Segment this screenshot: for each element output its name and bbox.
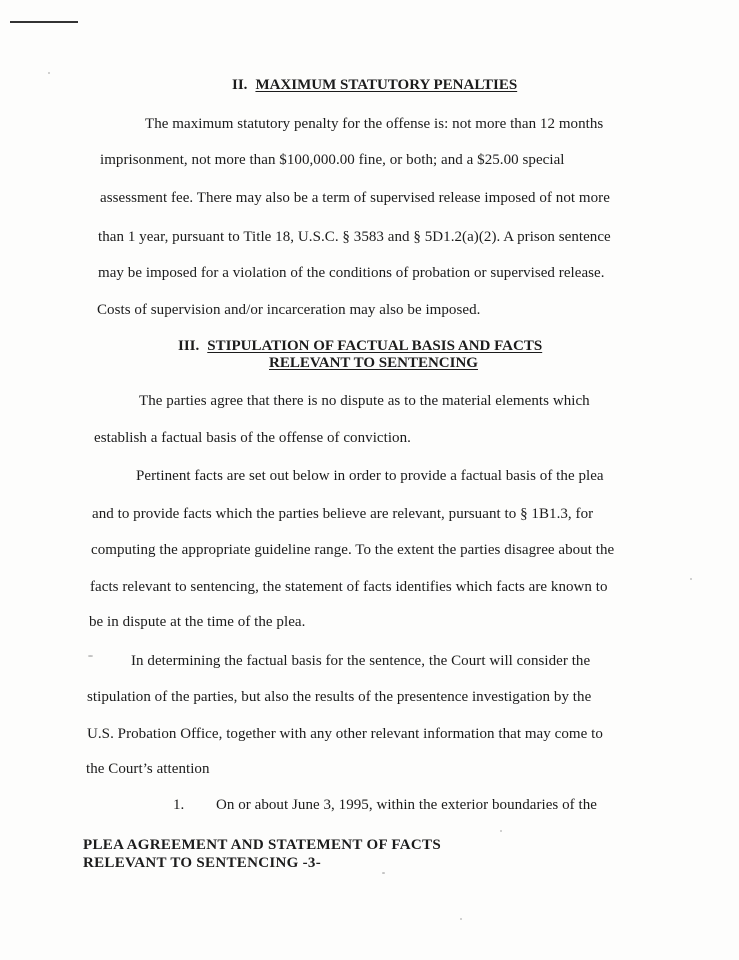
scan-speck: [88, 655, 93, 657]
scan-speck: [460, 918, 462, 920]
paragraph-line: computing the appropriate guideline range. To the extent the parties disagree about the: [91, 542, 615, 558]
item-text: On or about June 3, 1995, within the exterior boundaries of the: [216, 797, 597, 813]
section-ii-line: The maximum statutory penalty for the offense is: not more than 12 months: [145, 116, 604, 132]
paragraph-line: stipulation of the parties, but also the results of the presentence investigation by the: [87, 689, 592, 705]
section-iii-heading: [178, 338, 542, 355]
scan-speck: [48, 72, 50, 74]
corner-rule: [10, 21, 78, 23]
scan-speck: [382, 872, 385, 874]
section-ii-line: assessment fee. There may also be a term of supervised release imposed of not more: [100, 190, 610, 206]
section-ii-line: than 1 year, pursuant to Title 18, U.S.C. § 3583 and § 5D1.2(a)(2). A prison sentence: [98, 229, 611, 245]
section-iii-title-line2: RELEVANT TO SENTENCING: [269, 355, 478, 371]
scan-speck: [500, 830, 502, 832]
paragraph-line: Pertinent facts are set out below in order to provide a factual basis of the plea: [136, 468, 604, 484]
paragraph-line: and to provide facts which the parties believe are relevant, pursuant to § 1B1.3, for: [92, 506, 594, 522]
section-ii-title: MAXIMUM STATUTORY PENALTIES: [255, 77, 518, 93]
paragraph-line: U.S. Probation Office, together with any other relevant information that may come to: [87, 726, 603, 742]
paragraph-line: establish a factual basis of the offense of conviction.: [94, 430, 411, 446]
scan-speck: [690, 578, 692, 580]
paragraph-line: facts relevant to sentencing, the statement of facts identifies which facts are known to: [90, 579, 608, 595]
section-ii-line: imprisonment, not more than $100,000.00 fine, or both; and a $25.00 special: [100, 152, 565, 168]
section-iii-title-line1: STIPULATION OF FACTUAL BASIS AND FACTS: [207, 338, 543, 354]
paragraph-line: The parties agree that there is no dispute as to the material elements which: [139, 393, 590, 409]
section-iii-number: III.: [178, 338, 200, 354]
item-number: 1.: [173, 797, 185, 813]
footer-line1: PLEA AGREEMENT AND STATEMENT OF FACTS: [83, 837, 441, 853]
section-iii-heading-line2: [269, 355, 478, 372]
paragraph-line: the Court’s attention: [86, 761, 210, 777]
footer-line2: RELEVANT TO SENTENCING -3-: [83, 855, 322, 871]
section-ii-heading: [232, 77, 517, 94]
paragraph-line: be in dispute at the time of the plea.: [89, 614, 306, 630]
section-ii-number: II.: [232, 77, 248, 93]
paragraph-line: In determining the factual basis for the sentence, the Court will consider the: [131, 653, 591, 669]
section-ii-line: may be imposed for a violation of the conditions of probation or supervised release.: [98, 265, 605, 281]
section-ii-line: Costs of supervision and/or incarceration may also be imposed.: [97, 302, 481, 318]
